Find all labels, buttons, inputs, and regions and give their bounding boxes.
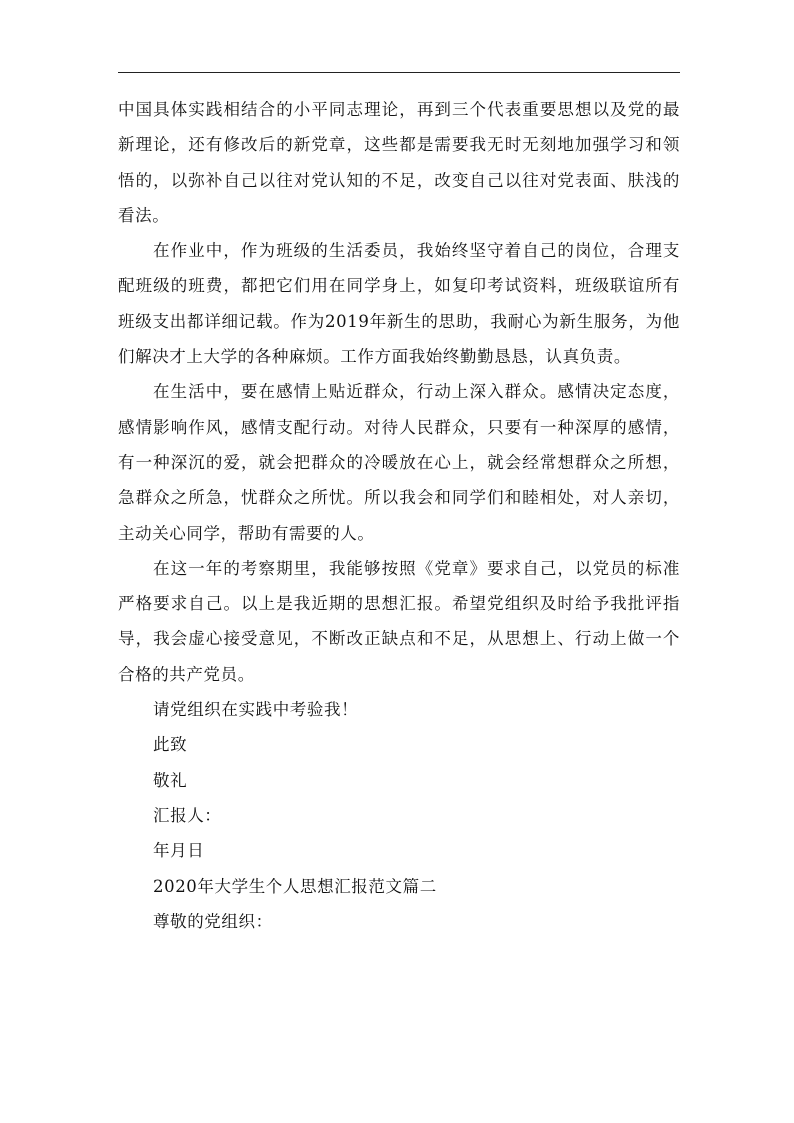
header-rule	[118, 72, 680, 73]
paragraph-life: 在生活中，要在感情上贴近群众，行动上深入群众。感情决定态度，感情影响作风，感情支配行动。对待人民群众，只要有一种深厚的感情，有一种深沉的爱，就会把群众的冷暖放在心上，就会经常想群众之所想，急群众之所急，忧群众之所忧。所以我会和同学们和睦相处，对人亲切，主动关心同学，帮助有需要的人。	[118, 382, 680, 543]
next-article-greeting: 尊敬的党组织：	[153, 911, 273, 931]
paragraph-theory-study: 中国具体实践相结合的小平同志理论，再到三个代表重要思想以及党的最新理论，还有修改后的新党章，这些都是需要我无时无刻地加强学习和领悟的，以弥补自己以往对党认知的不足，改变自己以往对党表面、肤浅的看法。	[118, 100, 680, 225]
closing-respect: 敬礼	[153, 770, 188, 790]
closing-salutation: 此致	[153, 735, 188, 755]
paragraph-work: 在作业中，作为班级的生活委员，我始终坚守着自己的岗位，合理支配班级的班费，都把它们用在同学身上，如复印考试资料，班级联谊所有班级支出都详细记载。作为2019年新生的思助，我耐心为新生服务，为他们解决才上大学的各种麻烦。工作方面我始终勤勤恳恳，认真负责。	[118, 241, 680, 367]
paragraph-probation: 在这一年的考察期里，我能够按照《党章》要求自己，以党员的标准严格要求自己。以上是我近期的思想汇报。希望党组织及时给予我批评指导，我会虚心接受意见，不断改正缺点和不足，从思想上、行动上做一个合格的共产党员。	[118, 558, 680, 684]
next-article-title: 2020年大学生个人思想汇报范文篇二	[153, 876, 437, 896]
closing-request: 请党组织在实践中考验我！	[153, 700, 359, 720]
document-body	[118, 92, 680, 939]
date-label: 年月日	[153, 841, 205, 861]
reporter-label: 汇报人：	[153, 805, 222, 825]
